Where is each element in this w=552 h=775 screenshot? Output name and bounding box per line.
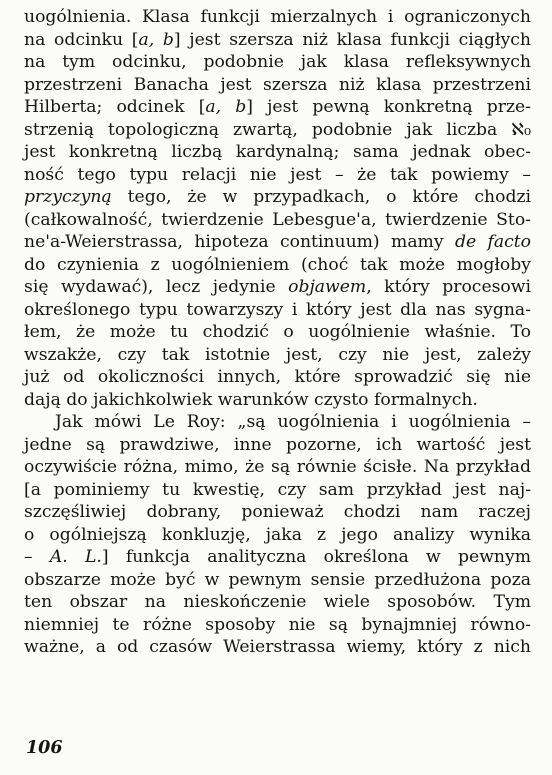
text-line: strzenią topologiczną zwartą, podobnie jak liczba ℵ₀ (24, 119, 531, 140)
text-line: oczywiście różna, mimo, że są równie ścisłe. Na przykład (24, 457, 531, 477)
text-line: Hilberta; odcinek [a, b] jest pewną konkretną prze- (24, 97, 531, 117)
text-line: uogólnienia. Klasa funkcji mierzalnych i ograniczonych (24, 7, 531, 27)
body-text (24, 6, 531, 659)
text-line: ne'a-Weierstrassa, hipoteza continuum) mamy de facto (24, 232, 531, 252)
text-line: ność tego typu relacji nie jest – że tak powiemy – (24, 164, 531, 185)
text-line: się wydawać), lecz jedynie objawem, który procesowi (24, 277, 531, 297)
text-line: jedne są prawdziwe, inne pozorne, ich wartość jest (24, 434, 531, 455)
text-line: określonego typu towarzyszy i który jest dla nas sygna- (24, 299, 531, 320)
text-line: przestrzeni Banacha jest szersza niż klasa przestrzeni (24, 74, 531, 95)
text-line: już od okoliczności innych, które sprowadzić się nie (24, 367, 531, 387)
text-line: o ogólniejszą konkluzję, jaka z jego analizy wynika (24, 524, 531, 545)
text-line: ważne, a od czasów Weierstrassa wiemy, który z nich (24, 637, 531, 657)
text-line: do czynienia z uogólnieniem (choć tak może mogłoby (24, 254, 531, 275)
text-line: wszakże, czy tak istotnie jest, czy nie jest, zależy (24, 344, 531, 365)
text-line: na tym odcinku, podobnie jak klasa refleksywnych (24, 52, 531, 72)
text-line: (całkowalność, twierdzenie Lebesgue'a, twierdzenie Sto- (24, 209, 531, 230)
paragraph-last-line: dają do jakichkolwiek warunków czysto formalnych. (24, 389, 478, 410)
text-line: ten obszar na nieskończenie wiele sposobów. Tym (24, 592, 531, 612)
page-number: 106 (26, 738, 63, 758)
text-line: niemniej te różne sposoby nie są bynajmniej równo- (24, 614, 531, 635)
text-line: [a pominiemy tu kwestię, czy sam przykład jest naj- (24, 479, 531, 500)
text-line: jest konkretną liczbą kardynalną; sama jednak obec- (24, 142, 531, 162)
paragraph-first-line: Jak mówi Le Roy: „są uogólnienia i uogólnienia – (55, 412, 531, 432)
text-line: łem, że może tu chodzić o uogólnienie właśnie. To (24, 322, 531, 342)
text-line: szczęśliwiej dobrany, ponieważ chodzi nam raczej (24, 502, 531, 522)
text-line: na odcinku [a, b] jest szersza niż klasa funkcji ciągłych (24, 29, 531, 50)
text-line: obszarze może być w pewnym sensie przedłużona poza (24, 569, 531, 590)
text-line: przyczyną tego, że w przypadkach, o które chodzi (24, 187, 531, 207)
text-line: – A. L.] funkcja analityczna określona w pewnym (24, 547, 531, 567)
